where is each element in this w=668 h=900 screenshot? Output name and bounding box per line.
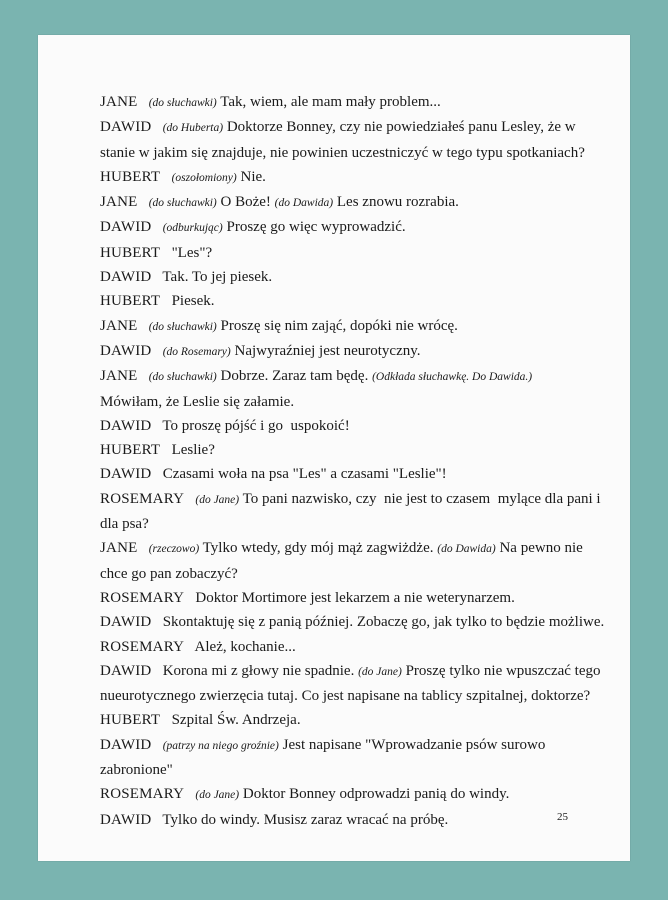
dialogue-text: zabronione" (100, 762, 173, 779)
dialogue-text: Proszę go więc wyprowadzić. (222, 219, 406, 236)
dialogue-text: Piesek. (160, 293, 215, 310)
dialogue-text: Doktorze Bonney, czy nie powiedziałeś panu Lesley, że w (223, 119, 576, 136)
dialogue-text: "Les"? (160, 244, 213, 261)
dialogue-text (151, 119, 162, 135)
dialogue-text: nueurotycznego zwierzęcia tutaj. Co jest napisane na tablicy szpitalnej, doktorze? (100, 688, 591, 705)
script-line (100, 115, 610, 140)
speaker-name: JANE (100, 368, 138, 385)
stage-direction: (do Huberta) (162, 122, 224, 135)
script-line (100, 733, 610, 758)
stage-direction: (Odkłada słuchawkę. Do Dawida.) (372, 371, 533, 384)
dialogue-text: Les znowu rozrabia. (333, 194, 459, 211)
dialogue-text (137, 318, 148, 334)
speaker-name: ROSEMARY (100, 490, 185, 507)
speaker-name: DAWID (100, 736, 152, 753)
dialogue-text (151, 219, 162, 235)
script-line (100, 314, 610, 339)
dialogue-text: Dobrze. Zaraz tam będę. (216, 368, 373, 385)
script-line (100, 536, 610, 561)
dialogue-text: Szpital Św. Andrzeja. (160, 712, 301, 729)
dialogue-text (137, 94, 148, 110)
dialogue-text: Tylko wtedy, gdy mój mąż zagwiżdże. (199, 540, 438, 557)
speaker-name: ROSEMARY (100, 589, 185, 606)
script-line (100, 339, 610, 364)
dialogue-text: Korona mi z głowy nie spadnie. (151, 662, 359, 679)
script-line (100, 562, 610, 586)
script-line (100, 414, 610, 438)
stage-direction: (do słuchawki) (148, 371, 217, 384)
stage-direction: (do Dawida) (274, 197, 334, 210)
dialogue-text: Skontaktuję się z panią później. Zobaczę go, jak tylko to będzie możliwe. (151, 614, 605, 631)
speaker-name: DAWID (100, 811, 152, 828)
dialogue-text: Nie. (236, 168, 266, 185)
script-line (100, 635, 610, 659)
script-text (100, 90, 610, 832)
script-line (100, 586, 610, 610)
script-line (100, 438, 610, 462)
speaker-name: DAWID (100, 662, 152, 679)
speaker-name: DAWID (100, 614, 152, 631)
script-line (100, 684, 610, 708)
speaker-name: JANE (100, 94, 138, 110)
dialogue-text (160, 169, 171, 185)
stage-direction: (do Rosemary) (162, 345, 231, 358)
dialogue-text: Leslie? (160, 442, 215, 459)
dialogue-text: Na pewno nie (495, 540, 583, 557)
speaker-name: ROSEMARY (100, 638, 185, 655)
dialogue-text: Najwyraźniej jest neurotyczny. (230, 342, 421, 359)
dialogue-text: chce go pan zobaczyć? (100, 565, 238, 582)
speaker-name: DAWID (100, 342, 152, 359)
dialogue-text: Proszę się nim zająć, dopóki nie wrócę. (216, 317, 458, 334)
script-line (100, 808, 610, 832)
dialogue-text: Doktor Mortimore jest lekarzem a nie weterynarzem. (184, 589, 515, 606)
dialogue-text (137, 540, 148, 556)
dialogue-text: dla psa? (100, 516, 149, 533)
dialogue-text (151, 343, 162, 359)
script-line (100, 390, 610, 414)
dialogue-text (137, 194, 148, 210)
script-line (100, 265, 610, 289)
stage-direction: (do słuchawki) (148, 97, 217, 109)
script-line (100, 190, 610, 215)
dialogue-text: Ależ, kochanie... (184, 638, 296, 655)
stage-direction: (do Jane) (195, 789, 240, 802)
dialogue-text: Tak. To jej piesek. (151, 269, 273, 286)
dialogue-text: Proszę tylko nie wpuszczać tego (401, 662, 601, 679)
speaker-name: DAWID (100, 466, 152, 483)
script-line (100, 659, 610, 684)
script-line (100, 90, 610, 115)
script-line (100, 141, 610, 165)
speaker-name: DAWID (100, 417, 152, 434)
speaker-name: JANE (100, 194, 138, 211)
script-line (100, 462, 610, 486)
speaker-name: ROSEMARY (100, 786, 185, 803)
dialogue-text: Jest napisane "Wprowadzanie psów surowo (278, 736, 546, 753)
speaker-name: JANE (100, 317, 138, 334)
dialogue-text (184, 491, 195, 507)
speaker-name: HUBERT (100, 442, 161, 459)
dialogue-text: Tak, wiem, ale mam mały problem... (216, 94, 441, 110)
dialogue-text: Mówiłam, że Leslie się załamie. (100, 393, 295, 410)
dialogue-text (184, 786, 195, 802)
speaker-name: HUBERT (100, 712, 161, 729)
dialogue-text: Doktor Bonney odprowadzi panią do windy. (239, 786, 510, 803)
stage-direction: (do Dawida) (437, 543, 496, 556)
script-line (100, 215, 610, 240)
dialogue-text (151, 737, 162, 753)
dialogue-text (137, 368, 148, 384)
script-line (100, 487, 610, 512)
dialogue-text: O Boże! (216, 194, 275, 211)
speaker-name: DAWID (100, 219, 152, 236)
speaker-name: HUBERT (100, 244, 161, 261)
stage-direction: (do Jane) (195, 493, 240, 506)
script-line (100, 289, 610, 313)
speaker-name: JANE (100, 540, 138, 557)
stage-direction: (do słuchawki) (148, 197, 217, 210)
stage-direction: (odburkując) (162, 222, 223, 235)
dialogue-text: To proszę pójść i go uspokoić! (151, 417, 350, 434)
script-line (100, 758, 610, 782)
dialogue-text: To pani nazwisko, czy nie jest to czasem mylące dla pani i (239, 490, 601, 507)
stage-direction: (patrzy na niego groźnie) (162, 739, 279, 752)
script-line (100, 708, 610, 732)
dialogue-text: Czasami woła na psa "Les" a czasami "Leslie"! (151, 466, 447, 483)
speaker-name: HUBERT (100, 293, 161, 310)
stage-direction: (do Jane) (358, 665, 402, 678)
stage-direction: (do słuchawki) (148, 320, 217, 333)
speaker-name: HUBERT (100, 168, 161, 185)
speaker-name: DAWID (100, 269, 152, 286)
script-line (100, 241, 610, 265)
stage-direction: (rzeczowo) (148, 543, 200, 556)
page-number: 25 (557, 811, 568, 823)
script-line (100, 610, 610, 634)
document-page (38, 35, 630, 861)
script-line (100, 165, 610, 190)
script-line (100, 512, 610, 536)
speaker-name: DAWID (100, 119, 152, 136)
dialogue-text: Tylko do windy. Musisz zaraz wracać na próbę. (151, 811, 449, 828)
dialogue-text: stanie w jakim się znajduje, nie powinien uczestniczyć w tego typu spotkaniach? (100, 144, 585, 161)
stage-direction: (oszołomiony) (171, 171, 237, 184)
script-line (100, 364, 610, 389)
script-line (100, 782, 610, 807)
